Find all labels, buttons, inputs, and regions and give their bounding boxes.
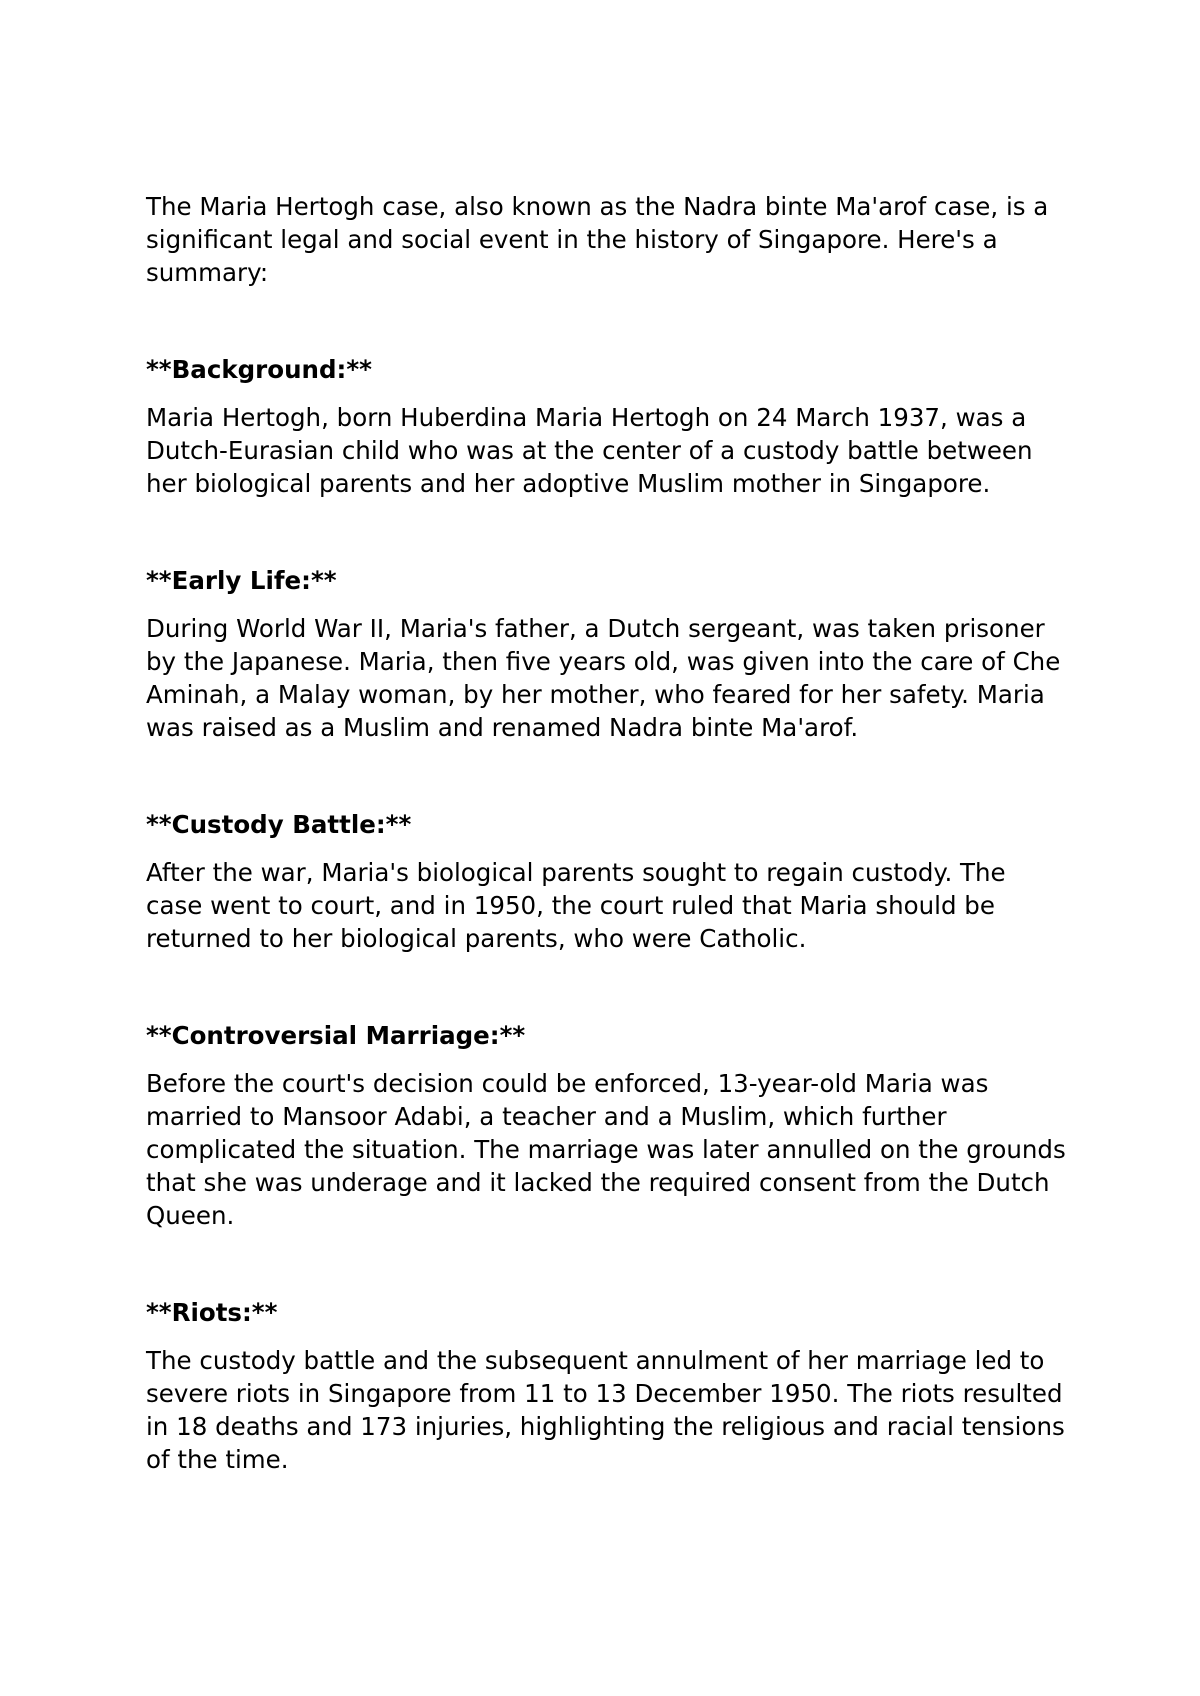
section-early-life xyxy=(146,564,1076,744)
intro-paragraph: The Maria Hertogh case, also known as the Nadra binte Ma'arof case, is a significant legal and social event in the history of Singapore. Here's a summary: xyxy=(146,192,1049,287)
section-heading: **Riots:** xyxy=(146,1298,278,1327)
section-heading: **Background:** xyxy=(146,355,372,384)
section-body: During World War II, Maria's father, a Dutch sergeant, was taken prisoner by the Japanese. Maria, then five years old, was given into the care of Che Aminah, a Malay woman, by her mother, who feared for her safety. Maria was raised as a Muslim and renamed Nadra binte Ma'arof. xyxy=(146,614,1061,742)
section-riots xyxy=(146,1296,1076,1476)
section-body: After the war, Maria's biological parents sought to regain custody. The case went to court, and in 1950, the court ruled that Maria should be returned to her biological parents, who were Catholic. xyxy=(146,858,1006,953)
section-controversial-marriage xyxy=(146,1019,1076,1232)
document-page xyxy=(146,190,1076,1476)
section-body: The custody battle and the subsequent annulment of her marriage led to severe riots in Singapore from 11 to 13 December 1950. The riots resulted in 18 deaths and 173 injuries, highlighting the religious and racial tensions of the time. xyxy=(146,1346,1065,1474)
section-custody-battle xyxy=(146,808,1076,955)
section-body: Maria Hertogh, born Huberdina Maria Hertogh on 24 March 1937, was a Dutch-Eurasian child who was at the center of a custody battle between her biological parents and her adoptive Muslim mother in Singapore. xyxy=(146,403,1033,498)
section-heading: **Early Life:** xyxy=(146,566,337,595)
section-background xyxy=(146,353,1076,500)
section-heading: **Controversial Marriage:** xyxy=(146,1021,526,1050)
section-body: Before the court's decision could be enforced, 13-year-old Maria was married to Mansoor Adabi, a teacher and a Muslim, which further complicated the situation. The marriage was later annulled on the grounds that she was underage and it lacked the required consent from the Dutch Queen. xyxy=(146,1069,1066,1230)
section-heading: **Custody Battle:** xyxy=(146,810,412,839)
